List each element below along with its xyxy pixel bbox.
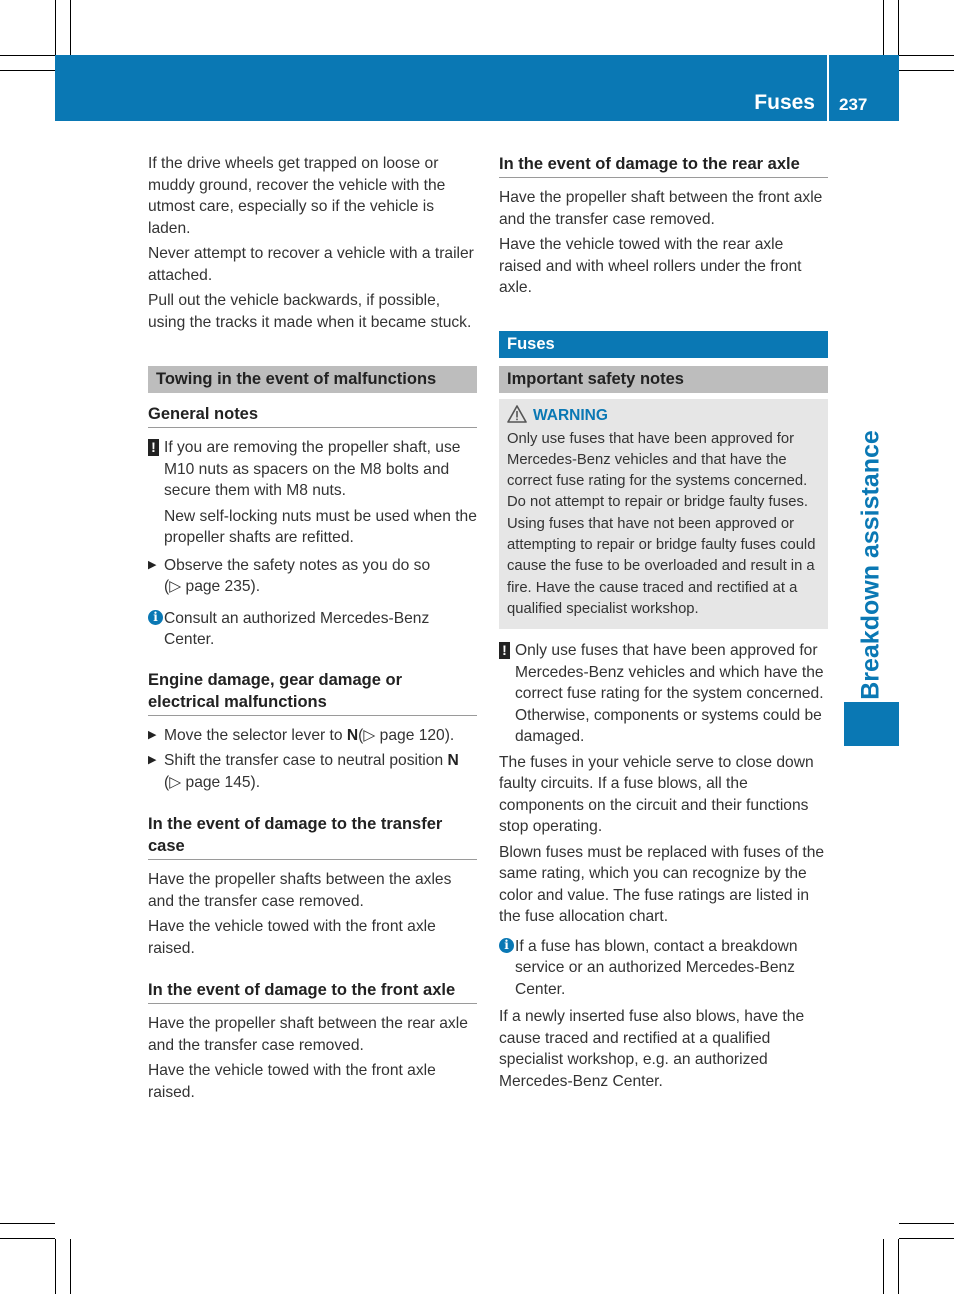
warning-triangle-icon	[507, 405, 527, 423]
paragraph: Never attempt to recover a vehicle with a trailer attached.	[148, 245, 474, 284]
page-reference-link[interactable]: (▷ page 120).	[358, 726, 455, 744]
step-item	[148, 555, 477, 598]
subheading-front-axle: In the event of damage to the front axle	[148, 979, 477, 1004]
crop-mark	[898, 1239, 899, 1294]
crop-mark	[899, 70, 954, 71]
step-item	[148, 750, 477, 793]
step-text: Move the selector lever to	[164, 726, 347, 744]
paragraph: Have the vehicle towed with the front axle raised.	[148, 1062, 436, 1101]
info-note	[499, 936, 828, 1001]
subheading-transfer-case: In the event of damage to the transfer case	[148, 813, 477, 860]
page-reference-link[interactable]: (▷ page 235).	[164, 578, 261, 595]
arrow-right-icon: ▶	[148, 728, 157, 741]
warning-box	[499, 399, 828, 630]
header-divider	[827, 55, 829, 121]
section-title: Fuses	[754, 91, 815, 114]
page-reference-link[interactable]: (▷ page 145).	[164, 773, 261, 791]
paragraph: Pull out the vehicle backwards, if possible, using the tracks it made when it became stuck.	[148, 292, 472, 331]
caution-text: Only use fuses that have been approved for Mercedes-Benz vehicles and which have the correct fuse rating for the system concerned. Otherwise, components or systems could be damaged.	[515, 642, 824, 746]
info-icon: i	[148, 610, 163, 625]
paragraph: Have the propeller shafts between the axles and the transfer case removed.	[148, 871, 452, 910]
crop-mark	[883, 1239, 884, 1294]
info-text: Consult an authorized Mercedes-Benz Center.	[164, 609, 430, 648]
paragraph: Blown fuses must be replaced with fuses of the same rating, which you can recognize by the color and value. The fuse ratings are listed in the fuse allocation chart.	[499, 843, 825, 926]
caution-text: If you are removing the propeller shaft, use M10 nuts as spacers on the M8 bolts and secure them with M8 nuts.	[164, 439, 461, 499]
step-text: Observe the safety notes as you do so	[164, 556, 431, 574]
crop-mark	[899, 1238, 954, 1239]
subheading-rear-axle: In the event of damage to the rear axle	[499, 153, 828, 178]
side-tab-label: Breakdown assistance	[856, 430, 885, 700]
caution-note	[148, 437, 477, 549]
page-header	[55, 55, 899, 121]
paragraph: Have the vehicle towed with the rear axle raised and with wheel rollers under the front axle.	[499, 236, 802, 296]
info-note	[148, 608, 477, 651]
exclamation-icon: !	[499, 642, 510, 659]
paragraph: If a newly inserted fuse also blows, have the cause traced and rectified at a qualified specialist workshop, e.g. an authorized Mercedes-Benz Center.	[499, 1008, 805, 1090]
crop-mark	[55, 1239, 56, 1294]
arrow-right-icon: ▶	[148, 558, 157, 571]
crop-mark	[883, 0, 884, 55]
crop-mark	[899, 55, 954, 56]
section-heading-safety-notes: Important safety notes	[499, 366, 828, 393]
step-item	[148, 725, 477, 747]
warning-text: Only use fuses that have been approved for Mercedes-Benz vehicles and that have the correct fuse rating for the systems concerned. Do not attempt to repair or bridge faulty fuses. Using fuses that have not been approved or attempting to repair or bridge faulty fuses could cause the fuse to be overloaded and result in a fire. Have the cause traced and rectified at a qualified specialist workshop.	[507, 430, 816, 617]
left-column	[148, 153, 477, 1107]
crop-mark	[899, 1223, 954, 1224]
caution-text: New self-locking nuts must be used when the propeller shafts are refitted.	[164, 507, 477, 546]
step-text: Shift the transfer case to neutral position	[164, 752, 448, 769]
warning-title	[507, 405, 820, 426]
gear-position: N	[447, 752, 459, 769]
crop-mark	[898, 0, 899, 55]
side-tab-marker	[844, 702, 899, 746]
paragraph: Have the propeller shaft between the front axle and the transfer case removed.	[499, 189, 823, 228]
crop-mark	[0, 1238, 55, 1239]
caution-note	[499, 640, 828, 748]
info-text: If a fuse has blown, contact a breakdown service or an authorized Mercedes-Benz Center.	[515, 937, 798, 998]
crop-mark	[0, 55, 55, 56]
right-column	[499, 153, 828, 1096]
section-heading-towing: Towing in the event of malfunctions	[148, 366, 477, 393]
subheading-general-notes: General notes	[148, 403, 477, 428]
paragraph: Have the propeller shaft between the rear axle and the transfer case removed.	[148, 1015, 468, 1054]
paragraph: The fuses in your vehicle serve to close down faulty circuits. If a fuse blows, all the components on the circuit and their functions stop operating.	[499, 753, 814, 836]
exclamation-icon: !	[148, 439, 159, 456]
subheading-engine-damage: Engine damage, gear damage or electrical malfunctions	[148, 669, 477, 716]
crop-mark	[70, 1239, 71, 1294]
arrow-right-icon: ▶	[148, 754, 157, 766]
crop-mark	[55, 0, 56, 55]
paragraph: Have the vehicle towed with the front axle raised.	[148, 918, 436, 957]
crop-mark	[70, 0, 71, 55]
gear-position: N	[346, 726, 359, 744]
warning-label: WARNING	[533, 406, 608, 424]
section-heading-fuses: Fuses	[499, 331, 828, 358]
crop-mark	[0, 70, 55, 71]
paragraph: If the drive wheels get trapped on loose or muddy ground, recover the vehicle with the utmost care, especially so if the vehicle is laden.	[148, 155, 446, 237]
info-icon: i	[499, 938, 514, 953]
page-number: 237	[839, 95, 868, 114]
crop-mark	[0, 1223, 55, 1224]
